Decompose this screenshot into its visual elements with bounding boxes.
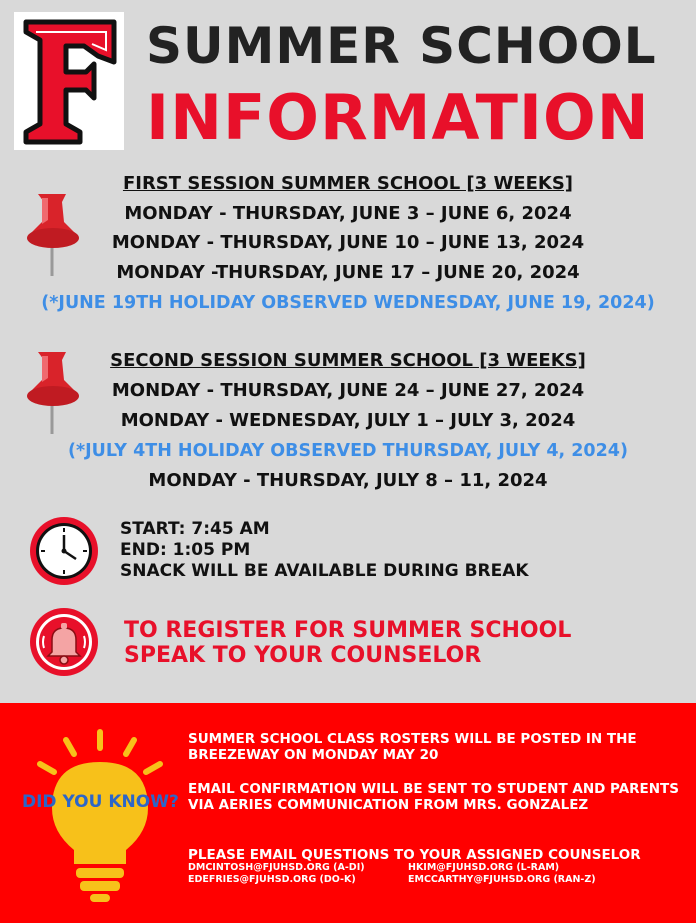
start-time: START: 7:45 AM (120, 519, 270, 539)
title-line-2: INFORMATION (146, 81, 650, 154)
fact-email-confirmation: EMAIL CONFIRMATION WILL BE SENT TO STUDENT AND PARENTS VIA AERIES COMMUNICATION FROM MRS. GONZALEZ (188, 781, 679, 813)
school-logo (14, 12, 124, 150)
snack-note: SNACK WILL BE AVAILABLE DURING BREAK (120, 561, 529, 581)
first-session-date-2: MONDAY - THURSDAY, JUNE 10 – JUNE 13, 2024 (111, 232, 585, 253)
logo-f-icon (14, 12, 124, 150)
bell-icon (28, 606, 100, 678)
second-session-last-date: MONDAY - THURSDAY, JULY 8 – 11, 2024 (148, 470, 548, 491)
first-session-date-3: MONDAY -THURSDAY, JUNE 17 – JUNE 20, 2024 (116, 262, 580, 283)
first-session-holiday-note: (*JUNE 19TH HOLIDAY OBSERVED WEDNESDAY, JUNE 19, 2024) (41, 293, 655, 313)
first-session-date-1: MONDAY - THURSDAY, JUNE 3 – JUNE 6, 2024 (124, 203, 572, 224)
register-line-1: TO REGISTER FOR SUMMER SCHOOL (124, 618, 572, 643)
counselor-emails (188, 862, 688, 886)
first-session-heading: FIRST SESSION SUMMER SCHOOL [3 WEEKS] (122, 173, 574, 194)
did-you-know-label: DID YOU KNOW? (22, 792, 179, 812)
second-session-date-2: MONDAY - WEDNESDAY, JULY 1 – JULY 3, 2024 (120, 410, 576, 431)
end-time: END: 1:05 PM (120, 540, 251, 560)
counselor-email[interactable]: EDEFRIES@FJUHSD.ORG (DO-K) (188, 874, 356, 885)
fact-rosters: SUMMER SCHOOL CLASS ROSTERS WILL BE POSTED IN THE BREEZEWAY ON MONDAY MAY 20 (188, 731, 637, 763)
counselor-email[interactable]: HKIM@FJUHSD.ORG (L-RAM) (408, 862, 560, 873)
second-session-holiday-note: (*JULY 4TH HOLIDAY OBSERVED THURSDAY, JULY 4, 2024) (68, 441, 628, 461)
second-session-date-1: MONDAY - THURSDAY, JUNE 24 – JUNE 27, 2024 (111, 380, 585, 401)
lightbulb-icon (30, 728, 170, 908)
counselor-email[interactable]: EMCCARTHY@FJUHSD.ORG (RAN-Z) (408, 874, 596, 885)
second-session-heading: SECOND SESSION SUMMER SCHOOL [3 WEEKS] (110, 350, 586, 371)
title-line-1: SUMMER SCHOOL (146, 17, 657, 75)
clock-icon (28, 515, 100, 587)
register-line-2: SPEAK TO YOUR COUNSELOR (124, 643, 482, 668)
fact-email-questions: PLEASE EMAIL QUESTIONS TO YOUR ASSIGNED COUNSELOR (188, 847, 641, 863)
counselor-email[interactable]: DMCINTOSH@FJUHSD.ORG (A-DI) (188, 862, 365, 873)
